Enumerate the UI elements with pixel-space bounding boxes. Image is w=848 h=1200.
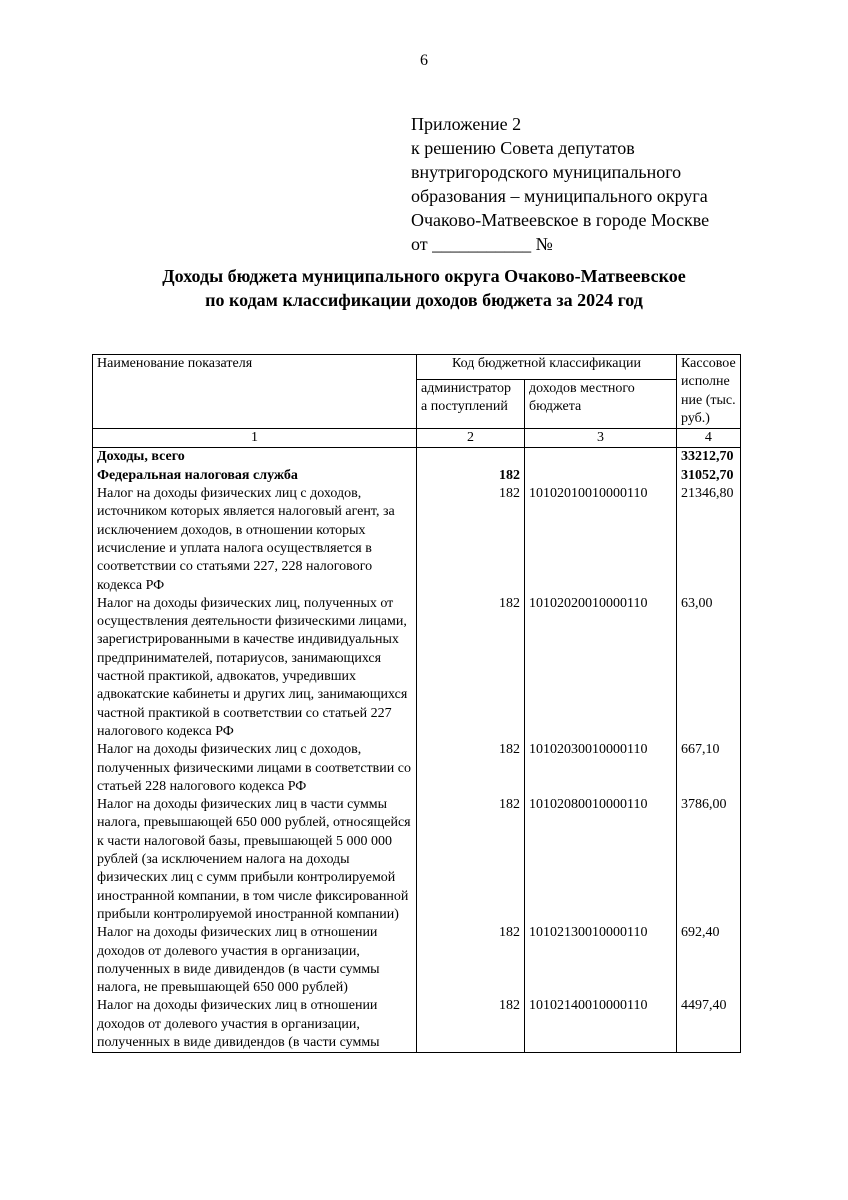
row-admin-code: 182	[417, 741, 525, 796]
row-name: Налог на доходы физических лиц, полученных от осуществления деятельности физическими лицами, зарегистрированными в качестве индивидуальных предприниматeлей, потариусов, занимающихся частной практикой, адвокатов, учредивших адвокатские кабинеты и других лиц, занимающихся частной практикой в соответствии со статьей 227 налогового кодекса РФ	[93, 595, 417, 741]
row-income-code: 10102140010000110	[525, 997, 677, 1052]
row-name: Доходы, всего	[93, 448, 417, 467]
document-title-line: Доходы бюджета муниципального округа Очаково-Матвеевское	[162, 266, 686, 286]
appendix-line: внутригородского муниципального	[411, 162, 682, 182]
table-row	[93, 741, 741, 796]
row-income-code	[525, 467, 677, 485]
document-title-line: по кодам классификации доходов бюджета за 2024 год	[205, 290, 643, 310]
column-number: 3	[525, 429, 677, 448]
appendix-block	[411, 112, 709, 256]
document-title	[0, 264, 848, 312]
appendix-line: к решению Совета депутатов	[411, 138, 635, 158]
row-admin-code	[417, 448, 525, 467]
row-admin-code: 182	[417, 997, 525, 1052]
row-admin-code: 182	[417, 924, 525, 997]
appendix-line: Приложение 2	[411, 114, 522, 134]
budget-table	[92, 354, 741, 1053]
table-row	[93, 997, 741, 1052]
row-amount: 3786,00	[677, 796, 741, 924]
appendix-line: образования – муниципального округа	[411, 186, 708, 206]
row-amount: 33212,70	[677, 448, 741, 467]
header-name: Наименование показателя	[93, 355, 417, 429]
row-amount: 667,10	[677, 741, 741, 796]
row-name: Налог на доходы физических лиц с доходов, источником которых является налоговый агент, за исключением доходов, в отношении которых исчисление и уплата налога осуществляется в соответствии со статьями 227, 228 налогового кодекса РФ	[93, 485, 417, 595]
table-row	[93, 796, 741, 924]
row-amount: 31052,70	[677, 467, 741, 485]
row-income-code: 10102010010000110	[525, 485, 677, 595]
header-code: доходов местного бюджета	[525, 380, 677, 429]
row-amount: 21346,80	[677, 485, 741, 595]
column-number: 1	[93, 429, 417, 448]
table-row	[93, 485, 741, 595]
row-admin-code: 182	[417, 467, 525, 485]
row-name: Налог на доходы физических лиц в отношении доходов от долевого участия в организации, полученных в виде дивидендов (в части суммы	[93, 997, 417, 1052]
table-body	[93, 448, 741, 1053]
page-number: 6	[420, 52, 428, 69]
row-admin-code: 182	[417, 595, 525, 741]
row-income-code: 10102080010000110	[525, 796, 677, 924]
row-income-code	[525, 448, 677, 467]
table-row	[93, 595, 741, 741]
row-income-code: 10102030010000110	[525, 741, 677, 796]
row-name: Налог на доходы физических лиц с доходов, полученных физическими лицами в соответствии со статьей 228 налогового кодекса РФ	[93, 741, 417, 796]
row-admin-code: 182	[417, 796, 525, 924]
header-admin: администратор а поступлений	[417, 380, 525, 429]
header-kbk: Код бюджетной классификации	[417, 355, 677, 380]
row-amount: 4497,40	[677, 997, 741, 1052]
table-row	[93, 924, 741, 997]
row-name: Налог на доходы физических лиц в части суммы налога, превышающей 650 000 рублей, относящейся к части налоговой базы, превышающей 5 000 000 рублей (за исключением налога на доходы физических лиц с сумм прибыли контролируемой иностранной компании, в том числе фиксированной прибыли контролируемой иностранной компании)	[93, 796, 417, 924]
row-amount: 63,00	[677, 595, 741, 741]
table-row	[93, 467, 741, 485]
column-number: 2	[417, 429, 525, 448]
column-number: 4	[677, 429, 741, 448]
row-income-code: 10102020010000110	[525, 595, 677, 741]
row-name: Налог на доходы физических лиц в отношении доходов от долевого участия в организации, полученных в виде дивидендов (в части суммы налога, не превышающей 650 000 рублей)	[93, 924, 417, 997]
appendix-line: Очаково-Матвеевское в городе Москве	[411, 210, 710, 230]
row-income-code: 10102130010000110	[525, 924, 677, 997]
row-name: Федеральная налоговая служба	[93, 467, 417, 485]
table-row	[93, 448, 741, 467]
appendix-line: от ___________ №	[411, 234, 553, 254]
row-admin-code: 182	[417, 485, 525, 595]
row-amount: 692,40	[677, 924, 741, 997]
header-amount: Кассовое исполне ние (тыс. руб.)	[677, 355, 741, 429]
